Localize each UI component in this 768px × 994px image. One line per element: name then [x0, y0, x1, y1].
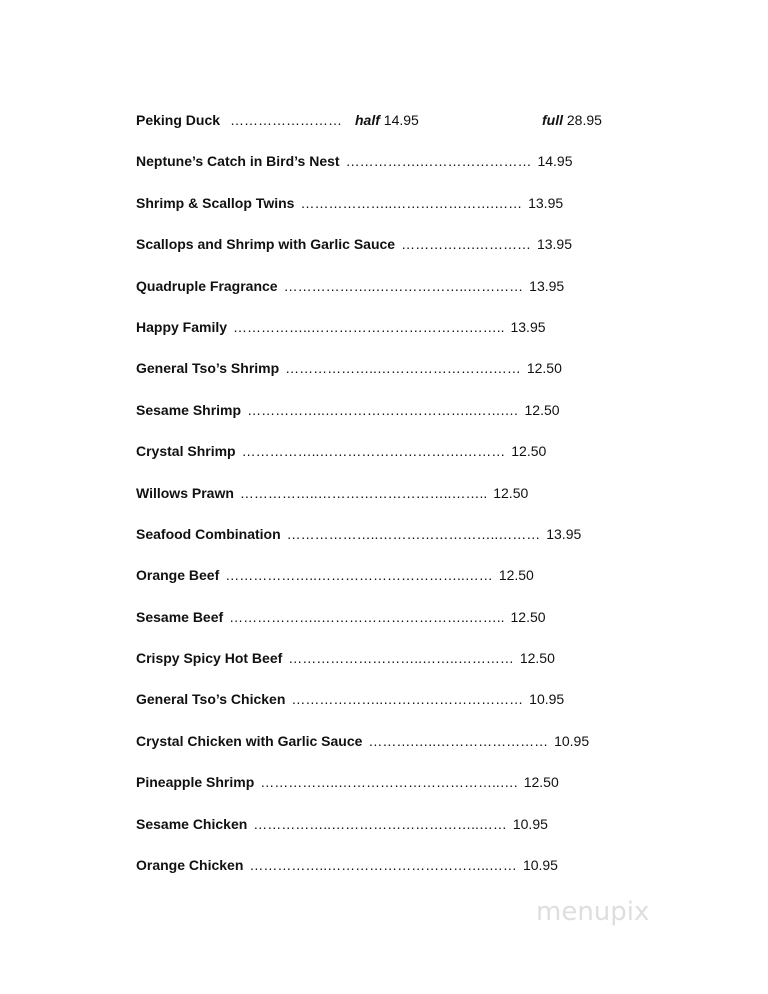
- menu-item-price: 12.50: [523, 774, 559, 791]
- menu-item-dots: ……………………: [230, 112, 342, 128]
- menu-item-price: 13.95: [536, 236, 573, 253]
- menu-item-dots: ……………..…………………………..…….…: [247, 401, 519, 418]
- menu-item-dots: ………………..………………….……: [300, 194, 523, 211]
- menu-item-name: Quadruple Fragrance: [136, 277, 278, 294]
- menu-item-name: Happy Family: [136, 318, 228, 335]
- menu-item-dots: ……………..………………………….………: [241, 443, 506, 460]
- menu-item: [136, 277, 636, 318]
- menu-item-name: Neptune’s Catch in Bird’s Nest: [136, 153, 340, 170]
- menu-item-name: General Tso’s Shrimp: [136, 360, 280, 377]
- menu-item: [136, 732, 636, 773]
- menu-item-name: Peking Duck: [136, 112, 221, 128]
- menu-item: [136, 194, 636, 235]
- menu-item: [136, 318, 636, 359]
- menu-item-price: 12.50: [510, 608, 546, 625]
- menu-item: [136, 484, 636, 525]
- half-price-group: [355, 111, 419, 129]
- menu-item-price: 13.95: [510, 318, 546, 335]
- menu-item: [136, 442, 636, 483]
- half-price: 14.95: [383, 112, 419, 128]
- menupix-watermark: menupix: [536, 897, 650, 927]
- menu-item-name: Crystal Shrimp: [136, 443, 236, 460]
- menu-item: [136, 856, 636, 897]
- menu-item-name: Crystal Chicken with Garlic Sauce: [136, 732, 363, 749]
- half-label: half: [355, 112, 380, 128]
- menu-item-price: 10.95: [529, 691, 565, 708]
- menu-item: [136, 566, 636, 607]
- menu-list: [136, 111, 636, 897]
- menu-item-name: Crispy Spicy Hot Beef: [136, 650, 283, 667]
- menu-item-price: 10.95: [522, 857, 558, 874]
- menu-item-dots: ………………..……………………..………: [286, 525, 541, 542]
- full-label: full: [542, 112, 563, 128]
- menu-item-dots: ………………..…………………………: [291, 691, 524, 708]
- menu-item-dots: ……………..…………………………….……..: [233, 318, 505, 335]
- menu-item-price: 13.95: [546, 525, 582, 542]
- menu-item: [136, 152, 636, 193]
- menu-item-name: Seafood Combination: [136, 525, 281, 542]
- menu-item-price: 12.50: [498, 567, 534, 584]
- menu-item-name: Shrimp & Scallop Twins: [136, 194, 295, 211]
- menu-item-price: 10.95: [512, 815, 548, 832]
- menu-item-name: Sesame Shrimp: [136, 401, 242, 418]
- menu-item-price: 13.95: [528, 194, 564, 211]
- menu-item: [136, 815, 636, 856]
- menu-item-price: 12.50: [526, 360, 562, 377]
- menu-item-price: 10.95: [554, 732, 590, 749]
- menu-item-price: 12.50: [493, 484, 529, 501]
- menu-item-name: Willows Prawn: [136, 484, 234, 501]
- full-price-group: [542, 111, 602, 129]
- menu-item-price: 13.95: [529, 277, 565, 294]
- menu-item-dots: …………….…………: [401, 236, 531, 253]
- menu-item: [136, 525, 636, 566]
- menu-item-name: Pineapple Shrimp: [136, 774, 255, 791]
- menu-item-name: Scallops and Shrimp with Garlic Sauce: [136, 236, 396, 253]
- menu-item-price: 14.95: [537, 153, 573, 170]
- menu-item: [136, 773, 636, 814]
- menu-item-dots: ……………..…………………………..……: [253, 815, 507, 832]
- menu-item-name: Orange Beef: [136, 567, 220, 584]
- menu-item: [136, 401, 636, 442]
- menu-item-peking-duck: [136, 111, 636, 152]
- menu-item: [136, 359, 636, 400]
- menu-item-name: Orange Chicken: [136, 857, 244, 874]
- menu-item-price: 12.50: [524, 401, 560, 418]
- menu-item-dots: ………………..…………………………..……..: [229, 608, 505, 625]
- menu-item: [136, 649, 636, 690]
- full-price: 28.95: [566, 112, 602, 128]
- menu-item-dots: ………………………..……..…………: [288, 650, 514, 667]
- menu-item-name: General Tso’s Chicken: [136, 691, 286, 708]
- menu-item-dots: ……….…..……………………: [368, 732, 549, 749]
- menu-item: [136, 608, 636, 649]
- menu-item-dots: ………………..………………..…………: [283, 277, 524, 294]
- menu-item: [136, 690, 636, 731]
- menu-item-dots: …………….……………………: [345, 153, 532, 170]
- menu-item-price: 12.50: [511, 443, 547, 460]
- menu-item-dots: ……………..……………………………..….: [260, 774, 518, 791]
- menu-item: [136, 235, 636, 276]
- menu-item-dots: ……………..………………………..……..: [239, 484, 488, 501]
- menu-item-price: 12.50: [519, 650, 555, 667]
- menu-item-dots: ………………..…………………………..……: [225, 567, 493, 584]
- menu-item-name: Sesame Beef: [136, 608, 224, 625]
- menu-item-dots: ………………..…………………….……: [285, 360, 521, 377]
- menu-item-dots: ……………..……………………………..……: [249, 857, 517, 874]
- menu-item-name: Sesame Chicken: [136, 815, 248, 832]
